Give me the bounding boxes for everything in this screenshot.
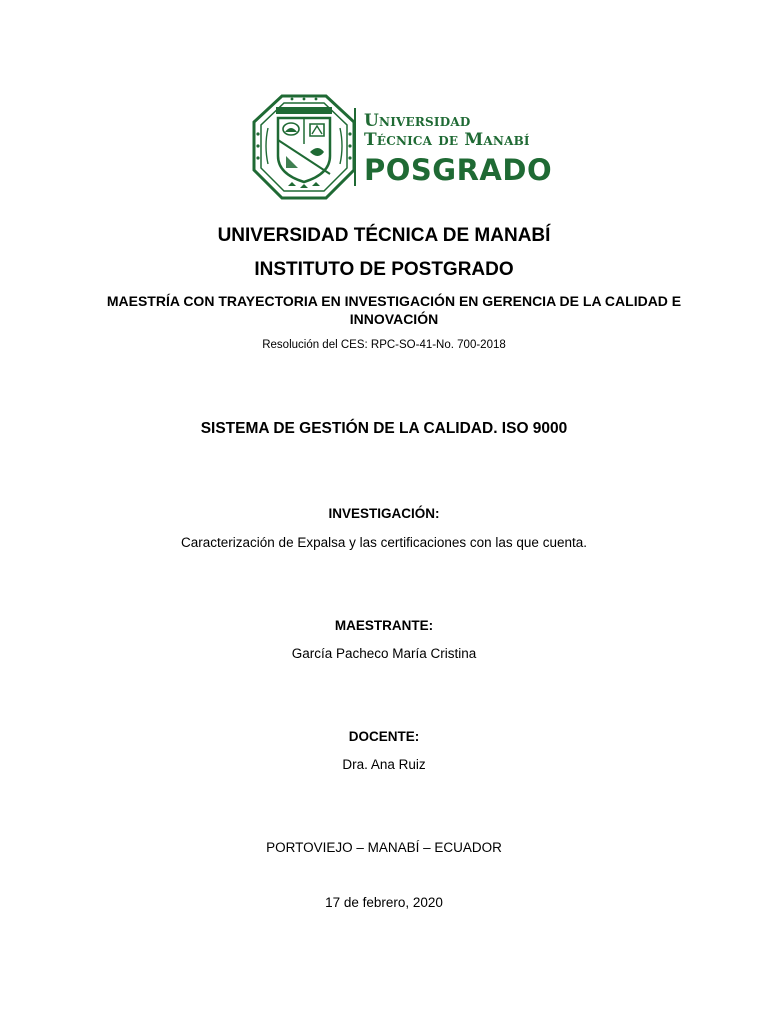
university-title: UNIVERSIDAD TÉCNICA DE MANABÍ xyxy=(217,225,551,246)
resolution-text: Resolución del CES: RPC-SO-41-No. 700-2018 xyxy=(262,339,506,351)
university-seal-icon xyxy=(252,94,356,200)
student-name: García Pacheco María Cristina xyxy=(291,646,477,661)
date-text: 17 de febrero, 2020 xyxy=(325,895,443,910)
research-value: Caracterización de Expalsa y las certificaciones con las que cuenta. xyxy=(181,535,587,550)
teacher-label: DOCENTE: xyxy=(348,729,420,744)
teacher-name: Dra. Ana Ruiz xyxy=(342,757,426,772)
university-logo xyxy=(252,94,553,200)
logo-line-tecnica-de-manabi: Técnica de Manabí xyxy=(364,130,530,150)
logo-wordmark xyxy=(364,111,553,187)
subject-title: SISTEMA DE GESTIÓN DE LA CALIDAD. ISO 9000 xyxy=(200,420,568,437)
research-label: INVESTIGACIÓN: xyxy=(328,506,440,521)
logo-line-posgrado: POSGRADO xyxy=(364,153,553,187)
location-text: PORTOVIEJO – MANABÍ – ECUADOR xyxy=(266,840,502,855)
logo-line-universidad: Universidad xyxy=(364,111,471,131)
program-title: MAESTRÍA CON TRAYECTORIA EN INVESTIGACIÓN EN GERENCIA DE LA CALIDAD E INNOVACIÓN xyxy=(106,293,682,327)
institute-title: INSTITUTO DE POSTGRADO xyxy=(254,259,514,280)
student-label: MAESTRANTE: xyxy=(334,618,434,633)
